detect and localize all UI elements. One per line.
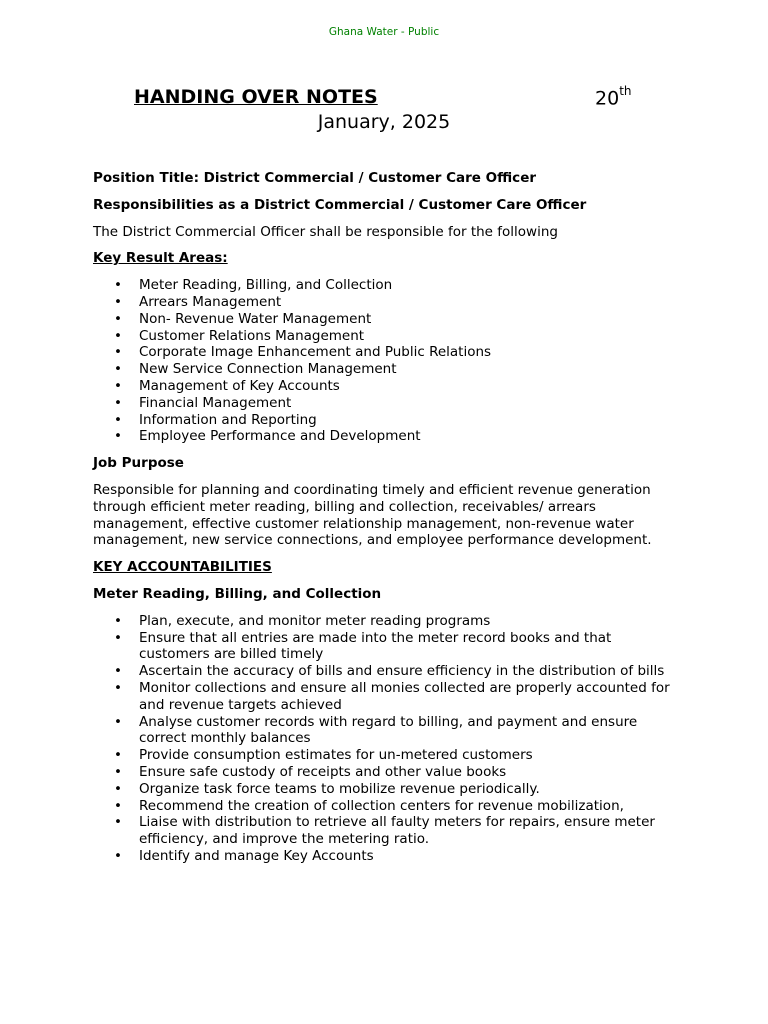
list-item [93,663,683,680]
bullet-icon: • [114,293,122,310]
list-item-text: Monitor collections and ensure all monies collected are properly accounted for and revenue targets achieved [139,679,670,713]
bullet-icon: • [114,428,122,445]
list-item [93,714,683,748]
job-purpose-heading: Job Purpose [93,455,184,472]
list-item [93,328,683,345]
list-item [93,311,683,328]
bullet-icon: • [114,411,122,428]
list-item-text: Liaise with distribution to retrieve all faulty meters for repairs, ensure meter efficiency, and improve the metering ratio. [139,814,655,848]
list-item-text: Non- Revenue Water Management [139,310,372,327]
list-item [93,798,683,815]
list-item-text: Ascertain the accuracy of bills and ensure efficiency in the distribution of bills [139,663,665,680]
list-item-text: Information and Reporting [139,411,317,428]
list-item [93,412,683,429]
bullet-icon: • [114,394,122,411]
responsibilities-intro: The District Commercial Officer shall be responsible for the following [93,223,558,240]
list-item [93,630,683,664]
list-item [93,344,683,361]
list-item [93,781,683,798]
list-item-text: Employee Performance and Development [139,428,421,445]
date-day-suffix: th [619,84,632,98]
meter-reading-heading: Meter Reading, Billing, and Collection [93,585,382,602]
list-item [93,613,683,630]
list-item-text: Organize task force teams to mobilize revenue periodically. [139,780,540,797]
list-item-text: Analyse customer records with regard to billing, and payment and ensure correct monthly balances [139,713,638,747]
list-item [93,361,683,378]
key-accountabilities-heading: KEY ACCOUNTABILITIES [93,559,272,576]
list-item-text: Customer Relations Management [139,327,365,344]
bullet-icon: • [114,679,122,696]
list-item-text: Arrears Management [139,293,282,310]
date-month-year: January, 2025 [317,111,451,133]
bullet-icon: • [114,629,122,646]
list-item [93,428,683,445]
bullet-icon: • [114,663,122,680]
list-item [93,294,683,311]
classification-label: Ghana Water - Public [328,26,440,38]
bullet-icon: • [114,780,122,797]
bullet-icon: • [114,344,122,361]
document-body [93,170,683,875]
date-day-number: 20 [595,87,620,110]
list-item [93,747,683,764]
responsibilities-heading: Responsibilities as a District Commercial / Customer Care Officer [93,196,587,213]
bullet-icon: • [114,612,122,629]
key-accountabilities-list [93,613,683,865]
job-purpose-text: Responsible for planning and coordinating timely and efficient revenue generation through efficient meter reading, billing and collection, receivables/ arrears management, effective customer relationship management, non-revenue water management, new service connections, and employee performance development. [93,481,652,549]
list-item-text: Provide consumption estimates for un-metered customers [139,747,533,764]
key-result-areas-list [93,277,683,445]
list-item-text: Corporate Image Enhancement and Public Relations [139,344,492,361]
bullet-icon: • [114,763,122,780]
position-title: Position Title: District Commercial / Customer Care Officer [93,170,537,186]
list-item-text: Recommend the creation of collection centers for revenue mobilization, [139,797,624,814]
list-item [93,395,683,412]
bullet-icon: • [114,797,122,814]
list-item [93,680,683,714]
bullet-icon: • [114,814,122,831]
list-item [93,848,683,865]
list-item-text: Financial Management [139,394,292,411]
list-item [93,277,683,294]
bullet-icon: • [114,310,122,327]
list-item-text: Meter Reading, Billing, and Collection [139,277,393,294]
list-item [93,378,683,395]
bullet-icon: • [114,847,122,864]
bullet-icon: • [114,277,122,294]
bullet-icon: • [114,377,122,394]
list-item-text: New Service Connection Management [139,361,397,378]
list-item [93,764,683,781]
bullet-icon: • [114,327,122,344]
date-day [595,86,632,109]
key-result-areas-heading: Key Result Areas: [93,250,228,267]
bullet-icon: • [114,713,122,730]
list-item [93,814,683,848]
list-item-text: Identify and manage Key Accounts [139,847,374,864]
list-item-text: Management of Key Accounts [139,377,340,394]
bullet-icon: • [114,747,122,764]
list-item-text: Ensure safe custody of receipts and other value books [139,763,507,780]
list-item-text: Plan, execute, and monitor meter reading programs [139,612,491,629]
bullet-icon: • [114,361,122,378]
document-title: HANDING OVER NOTES [134,86,378,108]
list-item-text: Ensure that all entries are made into the meter record books and that customers are billed timely [139,629,612,663]
